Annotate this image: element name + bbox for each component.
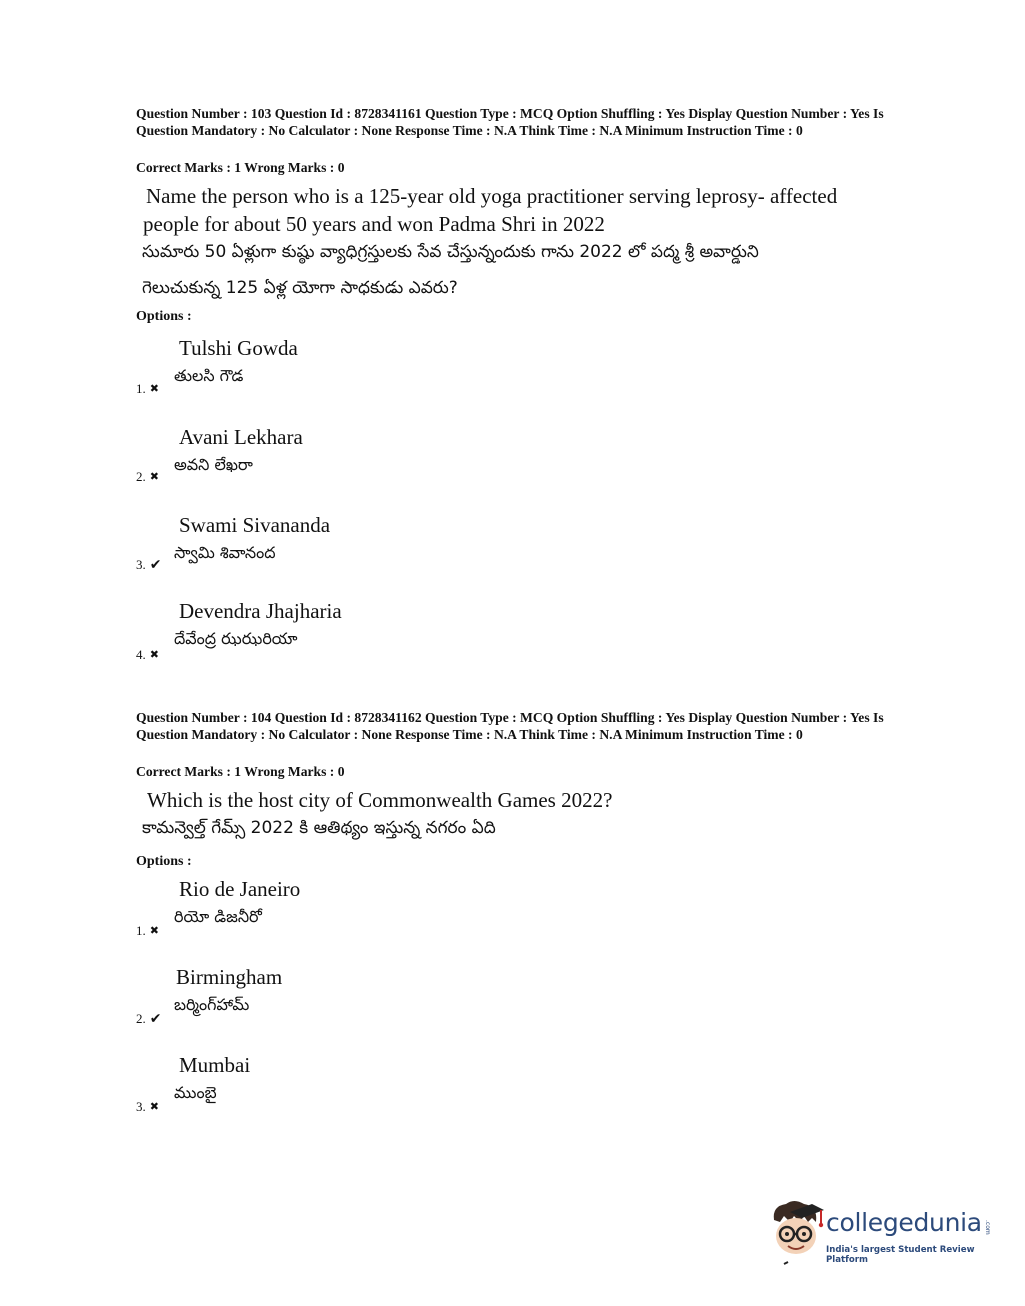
cross-mark-icon: ✖ xyxy=(149,470,159,483)
option-number xyxy=(136,1100,159,1114)
logo-tagline: India's largest Student Review Platform xyxy=(826,1245,975,1265)
option-text-en: Devendra Jhajharia xyxy=(179,599,342,623)
options-label: Options : xyxy=(136,309,192,324)
question-text-te-line: సుమారు 50 ఏళ్లుగా కుష్ఠు వ్యాధిగ్రస్తులకు సేవ చేస్తున్నందుకు గాను 2022 లో పద్మ శ్రీ అవార్డుని xyxy=(142,242,759,262)
option-number xyxy=(136,558,161,572)
question-text-te-line: కామన్వెల్త్ గేమ్స్ 2022 కి ఆతిథ్యం ఇస్తున్న నగరం ఏది xyxy=(142,818,496,838)
check-mark-icon: ✔ xyxy=(149,1011,162,1027)
option-number xyxy=(136,470,159,484)
question-text-en xyxy=(143,182,926,238)
option-number xyxy=(136,1012,161,1026)
option-text-en: Avani Lekhara xyxy=(179,425,303,449)
question-marks: Correct Marks : 1 Wrong Marks : 0 xyxy=(136,764,345,779)
option-number-label: 3. xyxy=(136,557,146,572)
option-number-label: 2. xyxy=(136,469,146,484)
option-text-te: అవని లేఖరా xyxy=(174,455,253,474)
option-text-te: బర్మింగ్‌హామ్ xyxy=(174,995,250,1014)
check-mark-icon: ✔ xyxy=(149,557,162,573)
cross-mark-icon: ✖ xyxy=(149,382,159,395)
question-text-en-line: people for about 50 years and won Padma Shri in 2022 xyxy=(143,212,605,236)
option-number xyxy=(136,924,159,938)
option-number-label: 4. xyxy=(136,647,146,662)
option-text-te: తులసి గౌడ xyxy=(174,366,244,385)
question-text-te-line: గెలుచుకున్న 125 ఏళ్ల యోగా సాధకుడు ఎవరు? xyxy=(142,278,458,298)
option-text-te: దేవేంద్ర ఝఝరియా xyxy=(174,629,298,648)
option-text-en: Rio de Janeiro xyxy=(179,877,301,901)
logo-tld: .com xyxy=(984,1220,991,1235)
option-number-label: 3. xyxy=(136,1099,146,1114)
question-marks: Correct Marks : 1 Wrong Marks : 0 xyxy=(136,160,345,175)
cross-mark-icon: ✖ xyxy=(149,1100,159,1113)
cross-mark-icon: ✖ xyxy=(149,648,159,661)
collegedunia-logo xyxy=(768,1198,998,1270)
option-number xyxy=(136,382,159,396)
mascot-icon xyxy=(768,1198,828,1270)
question-text-en-line: Name the person who is a 125-year old yoga practitioner serving leprosy- affected xyxy=(146,184,838,208)
option-text-te: ముంబై xyxy=(174,1083,217,1102)
option-text-en: Birmingham xyxy=(176,965,283,989)
option-text-te: రియో డిజనీరో xyxy=(174,907,262,926)
cross-mark-icon: ✖ xyxy=(149,924,159,937)
option-text-en: Mumbai xyxy=(179,1053,251,1077)
options-label: Options : xyxy=(136,854,192,869)
question-meta: Question Number : 104 Question Id : 8728341162 Question Type : MCQ Option Shuffling : Yes Display Question Number : Yes Is Question Mandatory : No Calculator : None Response Time : N.A Think Time : N.A Minimum Instruction Time : 0 xyxy=(136,710,884,742)
option-number-label: 1. xyxy=(136,381,146,396)
option-text-en: Tulshi Gowda xyxy=(179,336,298,360)
logo-wordmark: collegedunia xyxy=(826,1208,982,1237)
question-text-te xyxy=(142,234,902,306)
option-number xyxy=(136,648,159,662)
question-text-te xyxy=(142,810,902,846)
option-text-en: Swami Sivananda xyxy=(179,513,331,537)
question-meta: Question Number : 103 Question Id : 8728341161 Question Type : MCQ Option Shuffling : Yes Display Question Number : Yes Is Question Mandatory : No Calculator : None Response Time : N.A Think Time : N.A Minimum Instruction Time : 0 xyxy=(136,106,884,138)
option-text-te: స్వామి శివానంద xyxy=(174,543,276,562)
option-number-label: 1. xyxy=(136,923,146,938)
option-number-label: 2. xyxy=(136,1011,146,1026)
question-text-en-line: Which is the host city of Commonwealth Games 2022? xyxy=(147,788,613,812)
